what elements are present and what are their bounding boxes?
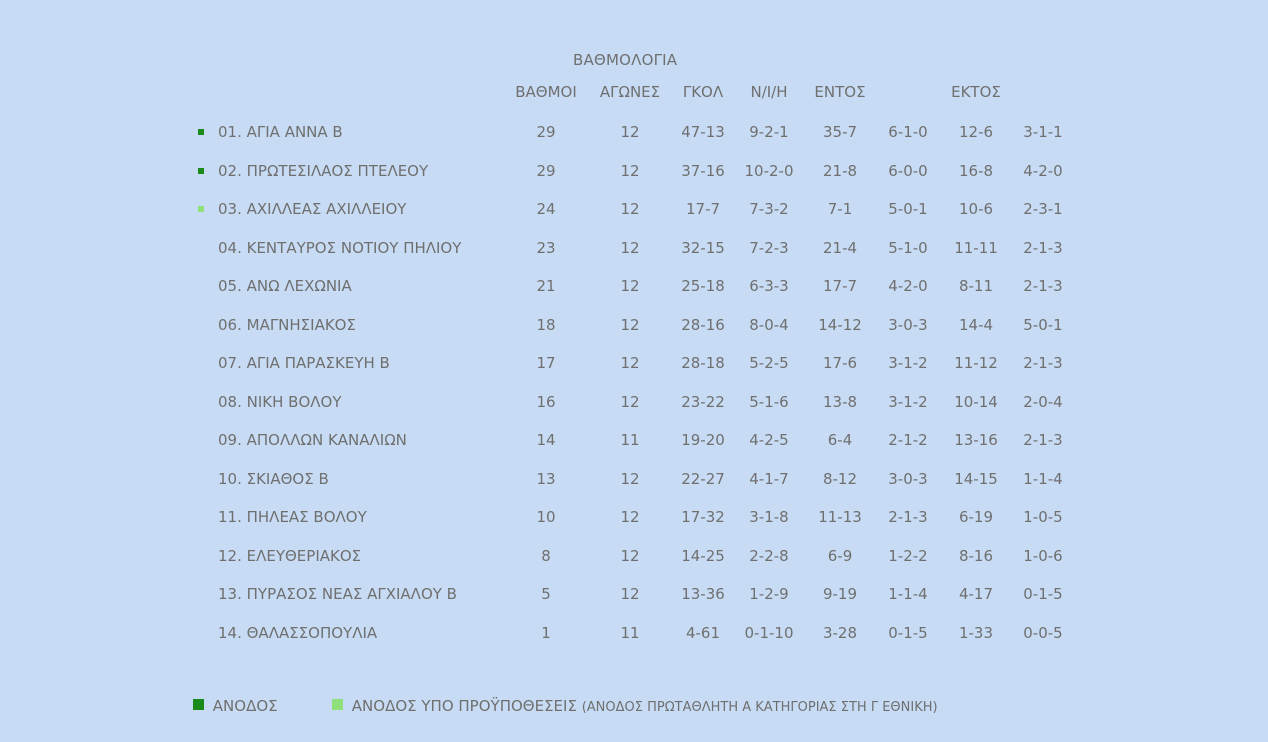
team-name: 13. ΠΥΡΑΣΟΣ ΝΕΑΣ ΑΓΧΙΑΛΟΥ Β (218, 585, 457, 603)
cell-points: 13 (536, 469, 556, 488)
conditional-promotion-marker (198, 206, 204, 212)
team-name: 11. ΠΗΛΕΑΣ ΒΟΛΟΥ (218, 508, 367, 526)
cell-goals: 13-36 (681, 585, 725, 603)
conditional-promotion-swatch (332, 699, 343, 710)
legend-conditional-note: (ΑΝΟΔΟΣ ΠΡΩΤΑΘΛΗΤΗ Α ΚΑΤΗΓΟΡΙΑΣ ΣΤΗ Γ ΕΘΝΙΚΗ) (581, 700, 938, 715)
table-row (0, 470, 1268, 490)
cell-away-wdl: 0-0-5 (1023, 623, 1063, 642)
cell-home-goals: 17-7 (822, 277, 858, 295)
cell-away-wdl: 0-1-5 (1023, 585, 1063, 603)
cell-wdl: 3-1-8 (749, 508, 789, 526)
cell-points: 24 (536, 200, 556, 218)
team-name: 06. ΜΑΓΝΗΣΙΑΚΟΣ (218, 315, 356, 334)
cell-home-goals: 6-9 (827, 546, 853, 565)
cell-away-wdl: 2-1-3 (1023, 431, 1063, 449)
cell-wdl: 5-1-6 (749, 392, 789, 411)
cell-games: 12 (620, 585, 640, 603)
cell-games: 12 (620, 354, 640, 372)
team-name: 10. ΣΚΙΑΘΟΣ Β (218, 469, 329, 488)
cell-home-goals: 9-19 (822, 585, 858, 603)
table-row (0, 123, 1268, 143)
cell-games: 12 (620, 238, 640, 257)
cell-away-goals: 8-11 (958, 277, 994, 295)
table-row (0, 162, 1268, 182)
cell-away-goals: 10-6 (958, 200, 994, 218)
table-row (0, 239, 1268, 259)
cell-home-wdl: 2-1-3 (888, 508, 928, 526)
table-row (0, 547, 1268, 567)
cell-away-goals: 11-11 (954, 238, 998, 257)
cell-home-wdl: 6-1-0 (888, 123, 928, 141)
cell-goals: 28-18 (681, 354, 725, 372)
cell-home-wdl: 1-2-2 (888, 546, 928, 565)
cell-home-goals: 35-7 (822, 123, 858, 141)
cell-wdl: 7-2-3 (749, 238, 789, 257)
cell-points: 23 (536, 238, 556, 257)
cell-games: 12 (620, 277, 640, 295)
table-row (0, 431, 1268, 451)
header-wdl: Ν/Ι/Η (750, 83, 788, 101)
cell-home-goals: 7-1 (827, 200, 853, 218)
cell-games: 11 (620, 623, 640, 642)
legend-conditional (332, 697, 938, 715)
cell-away-goals: 13-16 (954, 431, 998, 449)
cell-games: 12 (620, 161, 640, 180)
cell-home-wdl: 3-1-2 (888, 354, 928, 372)
cell-away-wdl: 1-1-4 (1023, 469, 1063, 488)
cell-home-goals: 13-8 (822, 392, 858, 411)
table-row (0, 393, 1268, 413)
cell-home-goals: 6-4 (827, 431, 853, 449)
cell-away-wdl: 1-0-5 (1023, 508, 1063, 526)
cell-goals: 25-18 (681, 277, 725, 295)
header-points: ΒΑΘΜΟΙ (515, 83, 577, 101)
table-row (0, 508, 1268, 528)
cell-home-goals: 17-6 (822, 354, 858, 372)
cell-away-wdl: 2-3-1 (1023, 200, 1063, 218)
cell-points: 18 (536, 315, 556, 334)
team-name: 04. ΚΕΝΤΑΥΡΟΣ ΝΟΤΙΟΥ ΠΗΛΙΟΥ (218, 238, 462, 257)
cell-home-goals: 21-8 (822, 161, 858, 180)
cell-home-wdl: 0-1-5 (888, 623, 928, 642)
cell-away-goals: 10-14 (954, 392, 998, 411)
cell-away-wdl: 1-0-6 (1023, 546, 1063, 565)
cell-goals: 28-16 (681, 315, 725, 334)
cell-home-wdl: 4-2-0 (888, 277, 928, 295)
cell-wdl: 9-2-1 (749, 123, 789, 141)
cell-away-goals: 1-33 (958, 623, 994, 642)
table-row (0, 354, 1268, 374)
legend-conditional-label: ΑΝΟΔΟΣ ΥΠΟ ΠΡΟΫΠΟΘΕΣΕΙΣ (351, 697, 577, 715)
cell-games: 12 (620, 469, 640, 488)
cell-goals: 4-61 (685, 623, 721, 642)
cell-away-goals: 8-16 (958, 546, 994, 565)
cell-away-wdl: 3-1-1 (1023, 123, 1063, 141)
cell-goals: 14-25 (681, 546, 725, 565)
cell-home-goals: 14-12 (818, 315, 862, 334)
cell-home-wdl: 5-0-1 (888, 200, 928, 218)
table-row (0, 316, 1268, 336)
table-row (0, 585, 1268, 605)
cell-games: 12 (620, 315, 640, 334)
team-name: 09. ΑΠΟΛΛΩΝ ΚΑΝΑΛΙΩΝ (218, 431, 407, 449)
cell-wdl: 0-1-10 (744, 623, 794, 642)
cell-wdl: 8-0-4 (749, 315, 789, 334)
cell-home-goals: 8-12 (822, 469, 858, 488)
cell-wdl: 6-3-3 (749, 277, 789, 295)
cell-home-goals: 21-4 (822, 238, 858, 257)
table-row (0, 277, 1268, 297)
header-home: ΕΝΤΟΣ (814, 83, 866, 101)
cell-home-goals: 3-28 (822, 623, 858, 642)
cell-games: 11 (620, 431, 640, 449)
cell-away-wdl: 4-2-0 (1023, 161, 1063, 180)
cell-goals: 17-7 (685, 200, 721, 218)
table-row (0, 200, 1268, 220)
header-games: ΑΓΩΝΕΣ (599, 83, 661, 101)
cell-points: 14 (536, 431, 556, 449)
cell-away-wdl: 2-1-3 (1023, 277, 1063, 295)
cell-goals: 32-15 (681, 238, 725, 257)
cell-wdl: 4-2-5 (749, 431, 789, 449)
cell-points: 16 (536, 392, 556, 411)
team-name: 14. ΘΑΛΑΣΣΟΠΟΥΛΙΑ (218, 623, 378, 642)
cell-wdl: 1-2-9 (749, 585, 789, 603)
cell-home-wdl: 3-1-2 (888, 392, 928, 411)
cell-away-wdl: 2-1-3 (1023, 238, 1063, 257)
cell-points: 29 (536, 161, 556, 180)
cell-points: 1 (541, 623, 551, 642)
standings-title: ΒΑΘΜΟΛΟΓΙΑ (573, 51, 678, 69)
cell-games: 12 (620, 508, 640, 526)
cell-home-wdl: 5-1-0 (888, 238, 928, 257)
legend-promotion (193, 697, 278, 715)
legend-promotion-label: ΑΝΟΔΟΣ (212, 697, 278, 715)
team-name: 05. ΑΝΩ ΛΕΧΩΝΙΑ (218, 277, 352, 295)
cell-goals: 23-22 (681, 392, 725, 411)
cell-home-wdl: 3-0-3 (888, 315, 928, 334)
team-name: 07. ΑΓΙΑ ΠΑΡΑΣΚΕΥΗ Β (218, 354, 390, 372)
cell-home-wdl: 1-1-4 (888, 585, 928, 603)
cell-home-goals: 11-13 (818, 508, 862, 526)
cell-goals: 19-20 (681, 431, 725, 449)
cell-away-goals: 16-8 (958, 161, 994, 180)
cell-away-wdl: 5-0-1 (1023, 315, 1063, 334)
team-name: 03. ΑΧΙΛΛΕΑΣ ΑΧΙΛΛΕΙΟΥ (218, 200, 407, 218)
cell-wdl: 2-2-8 (749, 546, 789, 565)
cell-games: 12 (620, 546, 640, 565)
team-name: 01. ΑΓΙΑ ΑΝΝΑ Β (218, 123, 343, 141)
table-row (0, 624, 1268, 644)
promotion-marker (198, 168, 204, 174)
cell-home-wdl: 3-0-3 (888, 469, 928, 488)
cell-goals: 47-13 (681, 123, 725, 141)
cell-away-wdl: 2-1-3 (1023, 354, 1063, 372)
cell-games: 12 (620, 392, 640, 411)
promotion-marker (198, 129, 204, 135)
cell-points: 10 (536, 508, 556, 526)
cell-away-goals: 14-4 (958, 315, 994, 334)
team-name: 08. ΝΙΚΗ ΒΟΛΟΥ (218, 392, 342, 411)
cell-wdl: 7-3-2 (749, 200, 789, 218)
cell-away-goals: 12-6 (958, 123, 994, 141)
team-name: 02. ΠΡΩΤΕΣΙΛΑΟΣ ΠΤΕΛΕΟΥ (218, 161, 429, 180)
cell-away-wdl: 2-0-4 (1023, 392, 1063, 411)
cell-wdl: 4-1-7 (749, 469, 789, 488)
cell-points: 8 (541, 546, 551, 565)
cell-away-goals: 11-12 (954, 354, 998, 372)
cell-wdl: 5-2-5 (749, 354, 789, 372)
cell-points: 5 (541, 585, 551, 603)
cell-goals: 22-27 (681, 469, 725, 488)
cell-home-wdl: 6-0-0 (888, 161, 928, 180)
cell-home-wdl: 2-1-2 (888, 431, 928, 449)
cell-games: 12 (620, 123, 640, 141)
cell-games: 12 (620, 200, 640, 218)
cell-away-goals: 6-19 (958, 508, 994, 526)
cell-points: 29 (536, 123, 556, 141)
cell-points: 21 (536, 277, 556, 295)
team-name: 12. ΕΛΕΥΘΕΡΙΑΚΟΣ (218, 546, 362, 565)
cell-wdl: 10-2-0 (744, 161, 794, 180)
cell-away-goals: 14-15 (954, 469, 998, 488)
cell-goals: 17-32 (681, 508, 725, 526)
cell-points: 17 (536, 354, 556, 372)
promotion-swatch (193, 699, 204, 710)
header-away: ΕΚΤΟΣ (951, 83, 1001, 101)
cell-goals: 37-16 (681, 161, 725, 180)
header-goals: ΓΚΟΛ (682, 83, 724, 101)
cell-away-goals: 4-17 (958, 585, 994, 603)
